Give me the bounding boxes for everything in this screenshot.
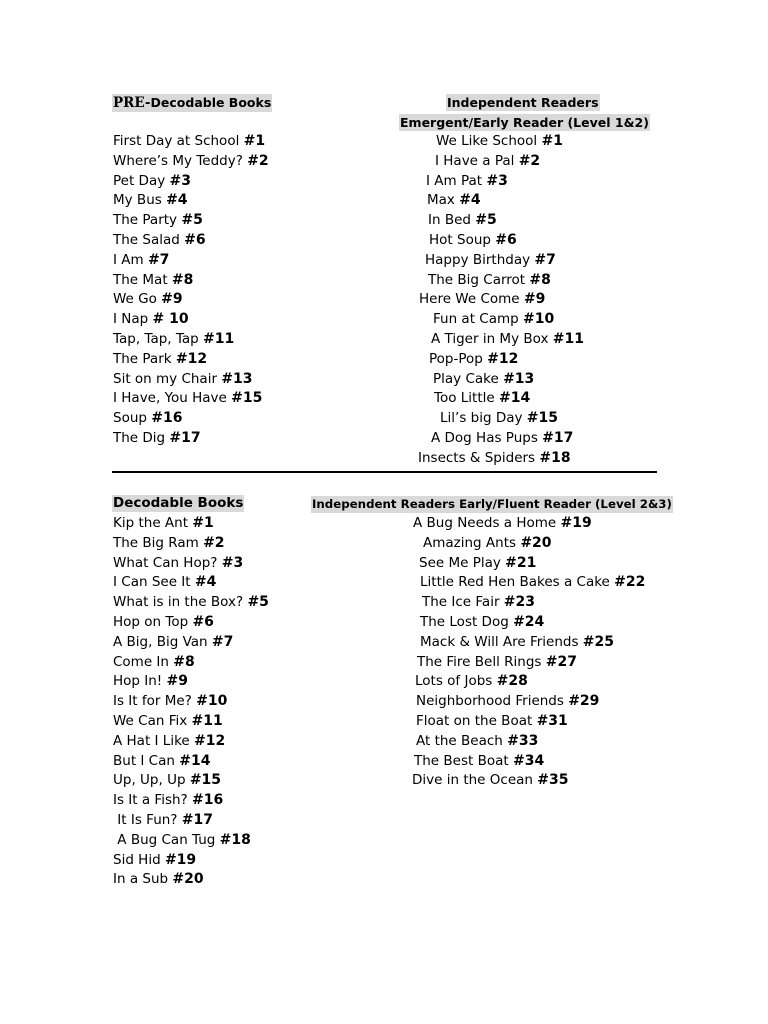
list-item (414, 752, 544, 772)
book-number: #33 (507, 732, 539, 749)
list-item (429, 231, 517, 251)
book-title: Here We Come (419, 291, 524, 308)
book-title: Where’s My Teddy? (113, 152, 248, 169)
book-title: A Dog Has Pups (431, 430, 543, 446)
book-number: #22 (614, 574, 646, 591)
book-title: The Mat (113, 271, 172, 288)
list-item (436, 132, 563, 152)
book-title: A Bug Needs a Home (413, 515, 561, 531)
book-number: # 10 (152, 311, 189, 328)
book-title: A Bug Can Tug (113, 831, 220, 848)
book-title: I Can See It (113, 574, 195, 591)
book-number: #19 (164, 851, 197, 868)
list-item (425, 251, 556, 271)
book-title: What is in the Box? (113, 594, 248, 611)
book-title: Up, Up, Up (113, 772, 190, 789)
book-number: #20 (172, 871, 204, 888)
list-item (113, 132, 269, 152)
list-item (113, 330, 269, 350)
pre-decodable-heading-prefix: PRE- (113, 95, 151, 111)
book-number: #31 (536, 713, 568, 729)
list-item (113, 870, 269, 890)
list-item (113, 692, 269, 712)
list-item (113, 831, 269, 851)
list-item (113, 191, 269, 211)
list-item (419, 554, 536, 574)
book-number: #2 (203, 534, 225, 551)
book-title: The Salad (113, 231, 185, 248)
book-title: Come In (113, 653, 174, 670)
book-number: #16 (151, 410, 183, 427)
book-number: #5 (475, 212, 497, 229)
book-number: #6 (192, 613, 214, 630)
list-item (113, 554, 269, 574)
book-title: The Big Ram (113, 534, 204, 551)
book-title: I Am Pat (426, 172, 487, 189)
book-title: A Big, Big Van (113, 633, 212, 650)
book-number: #16 (192, 792, 224, 809)
book-title: Is It for Me? (113, 693, 197, 710)
book-number: #11 (552, 331, 584, 347)
book-title: A Tiger in My Box (431, 331, 553, 347)
book-title: Amazing Ants (423, 534, 521, 551)
book-title: Hot Soup (429, 232, 496, 248)
list-item (416, 732, 538, 752)
list-item (113, 732, 269, 752)
book-number: #2 (518, 152, 541, 169)
list-item (413, 514, 592, 534)
book-title: The Dig (113, 429, 170, 446)
book-number: #9 (523, 291, 546, 308)
book-number: #1 (541, 133, 563, 149)
book-number: #11 (191, 712, 223, 729)
list-item (415, 672, 528, 692)
book-title: Float on the Boat (416, 713, 537, 729)
book-number: #21 (505, 554, 537, 571)
book-title: Kip the Ant (113, 515, 193, 531)
book-title: Is It a Fish? (113, 792, 193, 809)
book-title: We Go (113, 291, 162, 308)
list-item (113, 534, 269, 554)
list-item (433, 310, 554, 330)
list-item (431, 330, 584, 350)
book-title: Pet Day (113, 172, 170, 189)
book-title: My Bus (113, 192, 167, 209)
book-number: #12 (175, 350, 208, 367)
decodable-list (113, 514, 269, 890)
book-number: #24 (513, 614, 545, 630)
book-number: #5 (181, 212, 203, 229)
book-number: #20 (520, 534, 552, 551)
book-title: But I Can (113, 752, 180, 769)
list-item (113, 211, 269, 231)
book-number: #15 (189, 772, 222, 789)
book-number: #8 (171, 271, 194, 288)
book-number: #17 (169, 429, 201, 446)
book-title: Too Little (434, 390, 499, 407)
book-title: At the Beach (416, 732, 508, 749)
list-item (113, 593, 269, 613)
book-number: #35 (537, 772, 569, 789)
list-item (113, 251, 269, 271)
list-item (434, 389, 530, 409)
list-item (431, 429, 573, 449)
book-title: Lil’s big Day (440, 410, 527, 427)
book-title: The Ice Fair (422, 594, 504, 611)
list-item (113, 172, 269, 192)
list-item (113, 231, 269, 251)
book-number: #1 (243, 133, 266, 149)
list-item (420, 573, 645, 593)
list-item (113, 653, 269, 673)
book-title: In Bed (428, 212, 476, 229)
book-title: Fun at Camp (433, 311, 523, 328)
list-item (416, 692, 599, 712)
list-item (113, 791, 269, 811)
book-number: #10 (523, 311, 555, 328)
book-title: Dive in the Ocean (412, 772, 538, 789)
list-item (412, 771, 568, 791)
book-number: #17 (542, 430, 574, 446)
list-item (418, 449, 571, 469)
list-item (113, 752, 269, 772)
book-title: In a Sub (113, 871, 173, 888)
book-title: See Me Play (419, 554, 506, 571)
book-title: Little Red Hen Bakes a Cake (420, 574, 615, 591)
book-title: I Nap (113, 311, 153, 328)
book-number: #4 (459, 192, 481, 209)
book-number: #8 (173, 653, 195, 670)
pre-decodable-list (113, 132, 269, 449)
book-number: #12 (194, 732, 226, 749)
list-item (113, 429, 269, 449)
book-number: #17 (181, 811, 213, 828)
list-item (440, 409, 558, 429)
book-number: #14 (498, 390, 531, 407)
pre-decodable-heading-rest: Decodable Books (150, 95, 272, 110)
book-number: #3 (169, 172, 191, 189)
list-item (423, 534, 552, 554)
list-item (113, 771, 269, 791)
list-item (422, 593, 535, 613)
book-number: #9 (161, 291, 183, 308)
book-title: It Is Fun? (113, 811, 182, 828)
book-title: Sid Hid (113, 851, 165, 868)
book-number: #34 (512, 752, 545, 769)
book-number: #19 (560, 515, 592, 531)
list-item (113, 271, 269, 291)
book-title: We Can Fix (113, 712, 192, 729)
list-item (416, 712, 568, 732)
book-title: The Fire Bell Rings (417, 653, 546, 670)
book-title: Mack & Will Are Friends (420, 633, 583, 650)
list-item (428, 211, 497, 231)
list-item (113, 811, 269, 831)
book-title: Max (427, 192, 460, 209)
list-item (113, 613, 269, 633)
book-number: #3 (486, 172, 508, 189)
book-number: #29 (568, 693, 600, 710)
list-item (113, 310, 269, 330)
book-number: #9 (166, 673, 188, 690)
book-title: Lots of Jobs (415, 673, 497, 690)
book-title: A Hat I Like (113, 732, 195, 749)
book-number: #11 (203, 330, 235, 347)
list-item (420, 613, 544, 633)
book-title: What Can Hop? (113, 554, 222, 571)
book-title: Soup (113, 410, 152, 427)
book-title: Insects & Spiders (418, 449, 540, 466)
book-number: #6 (495, 232, 517, 248)
book-number: #2 (247, 152, 269, 169)
book-number: #6 (184, 231, 206, 248)
book-title: I Am (113, 251, 148, 268)
book-number: #15 (231, 390, 263, 407)
list-item (419, 290, 545, 310)
book-title: Hop In! (113, 673, 167, 690)
book-number: #13 (503, 370, 535, 387)
book-number: #27 (545, 653, 577, 670)
list-item (113, 712, 269, 732)
book-number: #28 (496, 673, 528, 690)
list-item (113, 514, 269, 534)
list-item (113, 290, 269, 310)
book-number: #5 (247, 594, 269, 611)
book-title: The Park (113, 350, 176, 367)
book-number: #25 (582, 633, 615, 650)
section-divider (112, 471, 657, 473)
book-title: Hop on Top (113, 613, 193, 630)
book-number: #4 (194, 574, 217, 591)
list-item (426, 172, 508, 192)
book-number: #23 (503, 594, 536, 611)
book-title: First Day at School (113, 133, 244, 149)
book-title: We Like School (436, 133, 542, 149)
decodable-books-heading: Decodable Books (113, 495, 244, 511)
book-number: #13 (221, 370, 253, 387)
list-item (420, 633, 614, 653)
book-title: The Lost Dog (420, 614, 514, 630)
book-number: #7 (534, 251, 556, 268)
list-item (113, 851, 269, 871)
book-number: #4 (166, 192, 188, 209)
list-item (433, 370, 534, 390)
emergent-early-reader-heading: Emergent/Early Reader (Level 1&2) (400, 115, 649, 130)
book-title: The Party (113, 212, 182, 229)
book-number: #8 (529, 271, 551, 288)
list-item (428, 271, 551, 291)
book-number: #18 (219, 831, 251, 848)
book-number: #3 (221, 554, 244, 571)
book-number: #1 (192, 515, 214, 531)
list-item (113, 350, 269, 370)
book-title: The Best Boat (414, 752, 513, 769)
book-title: Neighborhood Friends (416, 693, 569, 710)
list-item (435, 152, 540, 172)
list-item (417, 653, 577, 673)
book-number: #7 (147, 251, 170, 268)
book-title: Sit on my Chair (113, 370, 222, 387)
list-item (113, 389, 269, 409)
list-item (113, 573, 269, 593)
list-item (429, 350, 518, 370)
book-number: #10 (196, 693, 228, 710)
book-title: Tap, Tap, Tap (113, 330, 204, 347)
book-number: #14 (179, 752, 211, 769)
independent-readers-heading: Independent Readers (447, 95, 599, 110)
book-title: Happy Birthday (425, 251, 535, 268)
list-item (113, 672, 269, 692)
list-item (113, 152, 269, 172)
book-title: The Big Carrot (428, 271, 530, 288)
book-number: #7 (211, 633, 234, 650)
book-number: #12 (487, 350, 519, 367)
book-number: #18 (539, 449, 571, 466)
book-title: I Have a Pal (435, 152, 519, 169)
book-title: Pop-Pop (429, 350, 488, 367)
pre-decodable-heading (112, 94, 272, 112)
book-title: Play Cake (433, 370, 504, 387)
book-title: I Have, You Have (113, 390, 232, 407)
list-item (113, 633, 269, 653)
book-number: #15 (526, 410, 558, 427)
fluent-reader-heading: Independent Readers Early/Fluent Reader (Level 2&3) (312, 497, 672, 511)
list-item (113, 409, 269, 429)
list-item (113, 370, 269, 390)
list-item (427, 191, 481, 211)
